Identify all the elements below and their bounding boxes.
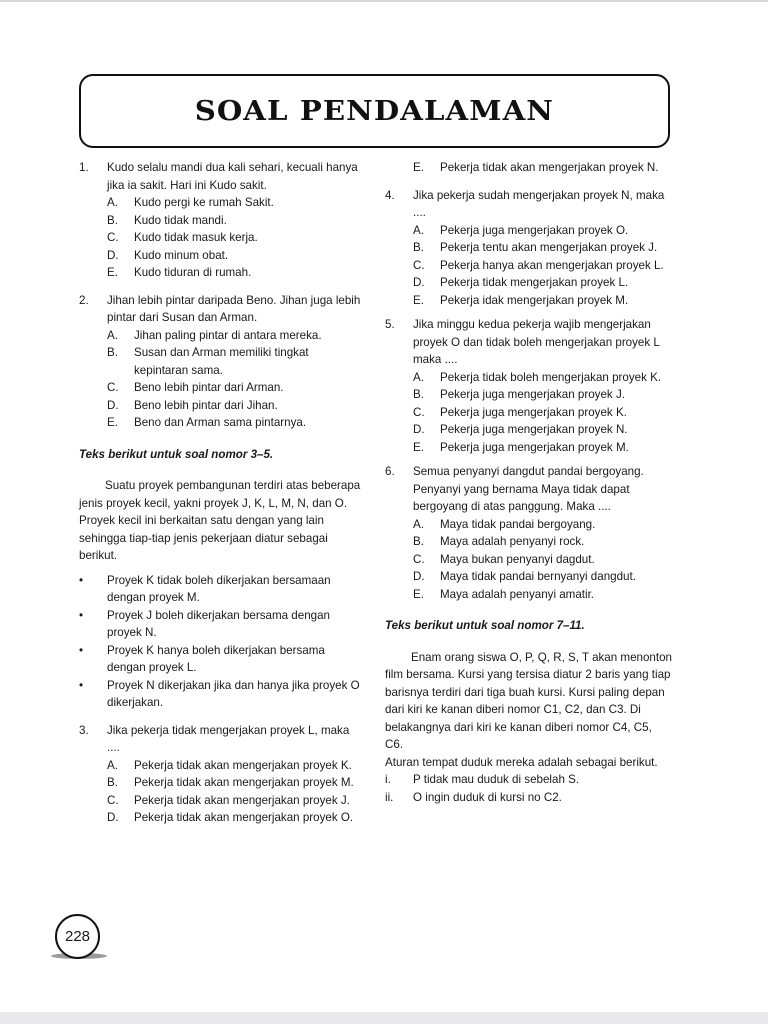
bullet-item: • Proyek N dikerjakan jika dan hanya jika proyek O dikerjakan. xyxy=(79,678,360,709)
option-c: C. Beno lebih pintar dari Arman. xyxy=(107,381,284,394)
right-column xyxy=(385,159,672,806)
option-b: B. Kudo tidak mandi. xyxy=(107,213,227,227)
question-number: 5. xyxy=(385,318,395,331)
option-c: C. Pekerja hanya akan mengerjakan proyek L. xyxy=(413,258,664,272)
question-text: Semua penyanyi dangdut pandai bergoyang. Penyanyi yang bernama Maya tidak dapat bergoyang di atas panggung. Maka .... xyxy=(413,465,644,513)
passage-text: Enam orang siswa O, P, Q, R, S, T akan menonton film bersama. Kursi yang tersisa diatur 2 baris yang tiap barisnya terdiri dari tiga buah kursi. Kursi paling depan dari kiri ke kanan diberi nomor C1, C2, dan C3. Di belakangnya dari kiri ke kanan diberi nomor C4, C5, C6. xyxy=(385,650,672,751)
option-d: D. Beno lebih pintar dari Jihan. xyxy=(107,398,278,412)
section-heading: Teks berikut untuk soal nomor 3–5. xyxy=(79,447,274,461)
option-a: A. Maya tidak pandai bergoyang. xyxy=(413,517,596,531)
option-a: A. Pekerja juga mengerjakan proyek O. xyxy=(413,223,629,237)
option-a: A. Pekerja tidak boleh mengerjakan proyek K. xyxy=(413,370,662,384)
top-edge-line xyxy=(0,0,768,2)
option-e: E. Pekerja idak mengerjakan proyek M. xyxy=(413,293,629,307)
question-text: Jika pekerja tidak mengerjakan proyek L, maka .... xyxy=(107,723,350,754)
option-b: B. Maya adalah penyanyi rock. xyxy=(413,535,585,548)
question-3 xyxy=(79,722,365,827)
option-d: D. Kudo minum obat. xyxy=(107,248,229,262)
question-text: Jika minggu kedua pekerja wajib mengerjakan proyek O dan tidak boleh mengerjakan proyek L maka .... xyxy=(413,318,660,366)
bullet-item: • Proyek K tidak boleh dikerjakan bersamaan dengan proyek M. xyxy=(79,573,331,604)
rule-item: ii. O ingin duduk di kursi no C2. xyxy=(385,790,562,804)
bullet-item: • Proyek K hanya boleh dikerjakan bersama dengan proyek L. xyxy=(79,643,325,674)
option-a: A. Pekerja tidak akan mengerjakan proyek K. xyxy=(107,758,352,772)
page-number: 228 xyxy=(55,914,100,959)
question-6 xyxy=(385,463,672,603)
section-heading: Teks berikut untuk soal nomor 7–11. xyxy=(385,619,585,632)
question-number: 2. xyxy=(79,293,89,307)
question-number: 6. xyxy=(385,465,395,478)
question-3-option-e: E. Pekerja tidak akan mengerjakan proyek N. xyxy=(413,161,659,174)
left-column xyxy=(79,159,365,827)
option-b: B. Pekerja tentu akan mengerjakan proyek J. xyxy=(413,241,658,254)
page-title: SOAL PENDALAMAN xyxy=(194,95,555,127)
option-d: D. Pekerja tidak mengerjakan proyek L. xyxy=(413,276,629,289)
question-text: Jihan lebih pintar daripada Beno. Jihan juga lebih pintar dari Susan dan Arman. xyxy=(107,293,361,324)
title-box xyxy=(79,74,670,148)
question-5 xyxy=(385,316,672,456)
option-b: B. Pekerja juga mengerjakan proyek J. xyxy=(413,388,625,401)
question-number: 1. xyxy=(79,161,89,174)
option-c: C. Pekerja juga mengerjakan proyek K. xyxy=(413,405,627,419)
bullet-item: • Proyek J boleh dikerjakan bersama dengan proyek N. xyxy=(79,608,330,639)
option-c: C. Maya bukan penyanyi dagdut. xyxy=(413,552,595,566)
seat-numbers-back: C4, C5, C6 xyxy=(385,720,652,751)
option-c: C. Pekerja tidak akan mengerjakan proyek J. xyxy=(107,793,350,807)
question-text: Jika pekerja sudah mengerjakan proyek N, maka .... xyxy=(413,188,665,219)
question-number: 3. xyxy=(79,723,89,737)
passage-text: Suatu proyek pembangunan terdiri atas beberapa jenis proyek kecil, yakni proyek J, K, L, M, N, dan O. Proyek kecil ini berkaitan satu dengan yang lain sehingga tiap-tiap jenis pekerjaan diatur sebagai berikut. xyxy=(79,479,361,562)
option-e: E. Kudo tiduran di rumah. xyxy=(107,266,252,279)
option-d: D. Pekerja tidak akan mengerjakan proyek O. xyxy=(107,811,354,824)
question-4 xyxy=(385,187,672,310)
option-e: E. Beno dan Arman sama pintarnya. xyxy=(107,416,307,429)
option-e: E. Maya adalah penyanyi amatir. xyxy=(413,587,595,601)
option-a: A. Jihan paling pintar di antara mereka. xyxy=(107,328,322,342)
option-d: D. Pekerja juga mengerjakan proyek N. xyxy=(413,423,628,436)
rules-intro: Aturan tempat duduk mereka adalah sebagai berikut. xyxy=(385,755,658,769)
question-text: Kudo selalu mandi dua kali sehari, kecuali hanya jika ia sakit. Hari ini Kudo sakit. xyxy=(107,161,358,192)
question-1 xyxy=(79,159,365,282)
rule-item: i. P tidak mau duduk di sebelah S. xyxy=(385,773,580,786)
option-b: B. Pekerja tidak akan mengerjakan proyek M. xyxy=(107,776,354,789)
question-number: 4. xyxy=(385,188,395,202)
option-c: C. Kudo tidak masuk kerja. xyxy=(107,231,258,244)
option-e: E. Pekerja juga mengerjakan proyek M. xyxy=(413,440,629,454)
seat-numbers-front: C1, C2, dan C3 xyxy=(543,703,624,716)
option-d: D. Maya tidak pandai bernyanyi dangdut. xyxy=(413,570,636,583)
option-b: B. Susan dan Arman memiliki tingkat kepintaran sama. xyxy=(107,346,309,377)
bottom-edge-bar xyxy=(0,1012,768,1024)
option-a: A. Kudo pergi ke rumah Sakit. xyxy=(107,196,274,209)
question-2 xyxy=(79,292,365,432)
